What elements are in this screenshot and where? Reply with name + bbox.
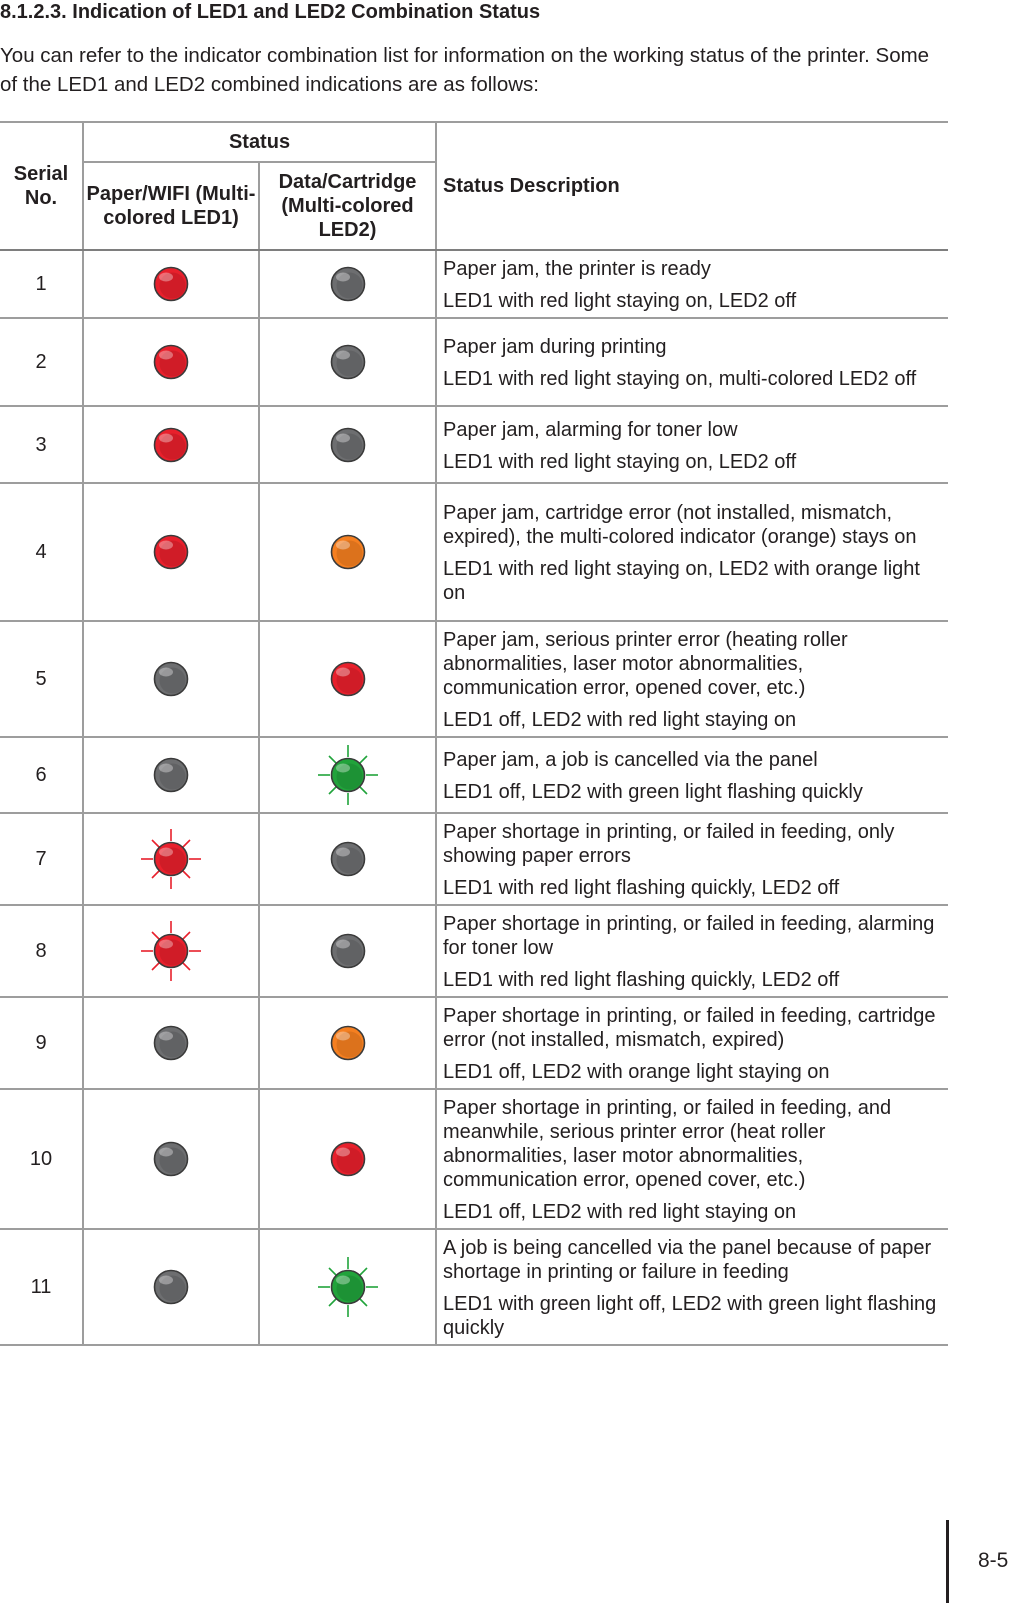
led-state-detail: LED1 with red light staying on, multi-colored LED2 off: [443, 368, 917, 390]
table-row: [0, 905, 948, 997]
section-title: 8.1.2.3. Indication of LED1 and LED2 Combination Status: [0, 1, 541, 23]
serial-number: 7: [0, 813, 83, 905]
led1-red-flashing-icon: [139, 827, 203, 891]
table-row: [0, 997, 948, 1089]
led1-red-icon: [139, 330, 203, 394]
serial-number: 4: [0, 483, 83, 621]
table-row: [0, 318, 948, 406]
status-summary: Paper jam during printing: [443, 336, 667, 358]
led2-gray-icon: [316, 252, 380, 316]
table-body: [0, 250, 948, 1345]
led1-gray-icon: [139, 1011, 203, 1075]
header-status-description: Status Description: [436, 122, 948, 250]
led1-cell: [83, 737, 259, 813]
serial-number: 8: [0, 905, 83, 997]
led2-cell: [259, 406, 436, 483]
led-state-detail: LED1 with red light staying on, LED2 with orange light on: [443, 558, 920, 604]
led-state-detail: LED1 with red light flashing quickly, LED2 off: [443, 877, 840, 899]
table-header-row: [0, 122, 948, 162]
table-row: [0, 406, 948, 483]
status-summary: Paper shortage in printing, or failed in feeding, only showing paper errors: [443, 821, 895, 867]
status-summary: Paper shortage in printing, or failed in feeding, and meanwhile, serious printer error (heat roller abnormalities, laser motor abnormalities, communication error, opened cover, etc.): [443, 1097, 892, 1191]
led-state-detail: LED1 off, LED2 with red light staying on: [443, 709, 797, 731]
led1-cell: [83, 997, 259, 1089]
led2-orange-icon: [316, 520, 380, 584]
led2-cell: [259, 318, 436, 406]
led1-cell: [83, 905, 259, 997]
status-description: [436, 483, 948, 621]
led2-cell: [259, 621, 436, 737]
led2-cell: [259, 250, 436, 318]
status-description: [436, 905, 948, 997]
table-row: [0, 813, 948, 905]
led-state-detail: LED1 off, LED2 with green light flashing quickly: [443, 781, 863, 803]
led1-cell: [83, 318, 259, 406]
led1-cell: [83, 406, 259, 483]
status-description: [436, 997, 948, 1089]
led2-gray-icon: [316, 330, 380, 394]
led1-cell: [83, 483, 259, 621]
table-row: [0, 737, 948, 813]
led2-cell: [259, 905, 436, 997]
led2-cell: [259, 737, 436, 813]
status-description: [436, 250, 948, 318]
serial-number: 1: [0, 250, 83, 318]
led-state-detail: LED1 off, LED2 with red light staying on: [443, 1201, 797, 1223]
led2-gray-icon: [316, 827, 380, 891]
status-summary: Paper jam, serious printer error (heating roller abnormalities, laser motor abnormalities, communication error, opened cover, etc.): [443, 629, 848, 699]
status-summary: Paper shortage in printing, or failed in feeding, cartridge error (not installed, mismatch, expired): [443, 1005, 936, 1051]
led2-green-flashing-icon: [316, 1255, 380, 1319]
status-description: [436, 1089, 948, 1229]
led2-cell: [259, 813, 436, 905]
serial-number: 11: [0, 1229, 83, 1345]
led1-red-icon: [139, 413, 203, 477]
led1-cell: [83, 813, 259, 905]
led1-cell: [83, 1229, 259, 1345]
led1-cell: [83, 250, 259, 318]
header-led1: Paper/WIFI (Multi-colored LED1): [83, 162, 259, 250]
status-summary: Paper jam, cartridge error (not installed, mismatch, expired), the multi-colored indicator (orange) stays on: [443, 502, 917, 548]
status-description: [436, 813, 948, 905]
led2-cell: [259, 1229, 436, 1345]
serial-number: 2: [0, 318, 83, 406]
status-summary: Paper jam, the printer is ready: [443, 258, 711, 280]
status-description: [436, 318, 948, 406]
status-summary: A job is being cancelled via the panel because of paper shortage in printing or failure in feeding: [443, 1237, 932, 1283]
led-state-detail: LED1 with red light flashing quickly, LED2 off: [443, 969, 840, 991]
led-state-detail: LED1 with red light staying on, LED2 off: [443, 450, 797, 473]
table-row: [0, 483, 948, 621]
status-description: [436, 1229, 948, 1345]
led-state-detail: LED1 off, LED2 with orange light staying on: [443, 1061, 830, 1083]
table-row: [0, 1229, 948, 1345]
serial-number: 5: [0, 621, 83, 737]
page-margin-rule: [946, 1520, 949, 1603]
led1-red-flashing-icon: [139, 919, 203, 983]
status-description: [436, 406, 948, 483]
header-led2: Data/Cartridge (Multi-colored LED2): [259, 162, 436, 250]
led2-green-flashing-icon: [316, 743, 380, 807]
led2-gray-icon: [316, 919, 380, 983]
status-summary: Paper jam, alarming for toner low: [443, 418, 738, 441]
led1-gray-icon: [139, 1127, 203, 1191]
led1-gray-icon: [139, 1255, 203, 1319]
led2-gray-icon: [316, 413, 380, 477]
led1-cell: [83, 1089, 259, 1229]
led2-cell: [259, 1089, 436, 1229]
page-number: 8-5: [978, 1549, 1009, 1572]
serial-number: 6: [0, 737, 83, 813]
status-description: [436, 621, 948, 737]
led-state-detail: LED1 with red light staying on, LED2 off: [443, 290, 797, 312]
header-serial-no: Serial No.: [0, 122, 83, 250]
led2-red-icon: [316, 647, 380, 711]
led2-red-icon: [316, 1127, 380, 1191]
led2-cell: [259, 997, 436, 1089]
led-state-detail: LED1 with green light off, LED2 with green light flashing quickly: [443, 1293, 937, 1339]
status-summary: Paper jam, a job is cancelled via the panel: [443, 749, 818, 771]
status-summary: Paper shortage in printing, or failed in feeding, alarming for toner low: [443, 913, 935, 959]
table-row: [0, 250, 948, 318]
led1-red-icon: [139, 520, 203, 584]
table-row: [0, 1089, 948, 1229]
intro-paragraph: You can refer to the indicator combination list for information on the working status of the printer. Some of the LED1 and LED2 combined indications are as follows:: [0, 44, 930, 96]
serial-number: 9: [0, 997, 83, 1089]
led1-red-icon: [139, 252, 203, 316]
led1-cell: [83, 621, 259, 737]
serial-number: 10: [0, 1089, 83, 1229]
led2-cell: [259, 483, 436, 621]
status-description: [436, 737, 948, 813]
led2-orange-icon: [316, 1011, 380, 1075]
table-row: [0, 621, 948, 737]
led1-gray-icon: [139, 743, 203, 807]
led-combination-table: [0, 121, 948, 1346]
serial-number: 3: [0, 406, 83, 483]
header-status: Status: [83, 122, 436, 162]
led1-gray-icon: [139, 647, 203, 711]
